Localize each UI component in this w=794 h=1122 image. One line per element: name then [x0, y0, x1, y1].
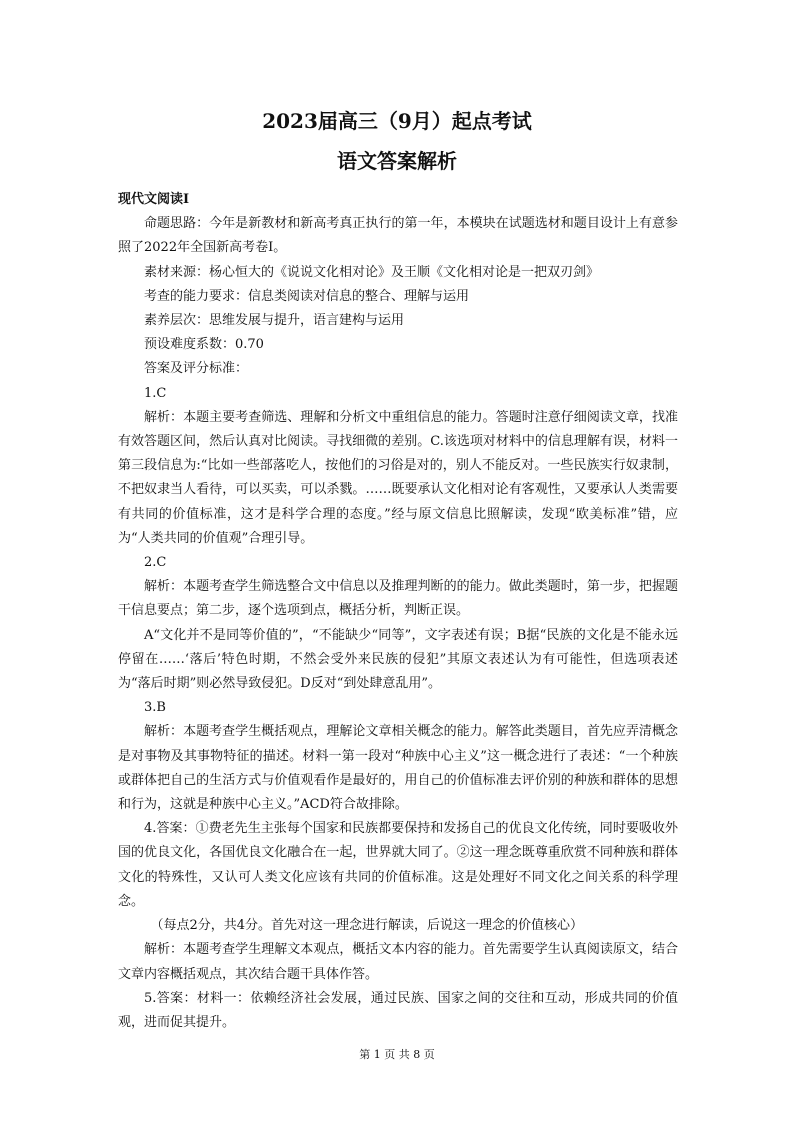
q1-analysis: 解析：本题主要考查筛选、理解和分析文中重组信息的能力。答题时注意仔细阅读文章，找准有效答题区间，然后认真对比阅读。寻找细微的差别。C.该选项对材料中的信息理解有误，材料一第三段信息为:“比如一些部落吃人，按他们的习俗是对的，别人不能反对。一些民族实行奴隶制，不把奴隶当人看待，可以买卖，可以杀戮。……既要承认文化相对论有客观性，又要承认人类需要有共同的价值标准，这才是科学合理的态度。”经与原文信息比照解读，发现“欧美标准”错，应为“人类共同的价值观”合理引导。: [118, 409, 678, 546]
intro-scoring-heading: 答案及评分标准：: [144, 361, 249, 377]
answer-subtitle: 语文答案解析: [337, 149, 457, 173]
q2-detail: A“文化并不是同等价值的”，“不能缺少“同等”，文字表述有误；B据“民族的文化是不能永远停留在……‘落后’特色时期，不然会受外来民族的侵犯”其原文表述认为有可能性，但选项表述为“落后时期”则必然导致侵犯。D反对“到处肆意乱用”。: [118, 627, 678, 692]
q1-answer: 1.C: [144, 385, 167, 401]
q2-answer: 2.C: [144, 555, 167, 571]
section-heading: 现代文阅读I: [118, 192, 190, 207]
document-body: [118, 188, 678, 1035]
q4-scoring: （每点2分，共4分。首先对这一理念进行解读，后说这一理念的价值核心）: [150, 918, 584, 934]
q4-analysis: 解析：本题考查学生理解文本观点，概括文本内容的能力。首先需要学生认真阅读原文，结合文章内容概括观点，其次结合题干具体作答。: [118, 942, 678, 982]
q3-analysis: 解析：本题考查学生概括观点，理解论文章相关概念的能力。解答此类题目，首先应弄清概念是对事物及其事物特征的描述。材料一第一段对“种族中心主义”这一概念进行了表述：“一个种族或群体把自己的生活方式与价值观看作是最好的，用自己的价值标准去评价别的种族和群体的思想和行为，这就是种族中心主义。”ACD符合故排除。: [118, 724, 678, 813]
exam-title: 2023届高三（9月）起点考试: [262, 109, 532, 133]
intro-literacy: 素养层次：思维发展与提升，语言建构与运用: [144, 313, 405, 329]
q2-analysis: 解析：本题考查学生筛选整合文中信息以及推理判断的的能力。做此类题时，第一步，把握题干信息要点；第二步，逐个选项到点，概括分析，判断正误。: [118, 579, 678, 619]
q4-answer: 4.答案：①费老先生主张每个国家和民族都要保持和发扬自己的优良文化传统，同时要吸收外国的优良文化，各国优良文化融合在一起，世界就大同了。②这一理念既尊重欣赏不同种族和群体文化的特殊性，又认可人类文化应该有共同的价值标准。这是处理好不同文化之间关系的科学理念。: [118, 821, 678, 909]
intro-design: 命题思路：今年是新教材和新高考真正执行的第一年，本模块在试题选材和题目设计上有意参照了2022年全国新高考卷I。: [118, 216, 678, 256]
intro-difficulty: 预设难度系数：0.70: [144, 337, 264, 353]
q5-answer: 5.答案：材料一：依赖经济社会发展，通过民族、国家之间的交往和互动，形成共同的价值观，进而促其提升。: [118, 990, 678, 1030]
q3-answer: 3.B: [144, 700, 166, 716]
intro-ability: 考查的能力要求：信息类阅读对信息的整合、理解与运用: [144, 288, 470, 304]
page-footer: 第 1 页 共 8 页: [359, 1048, 435, 1061]
intro-source: 素材来源：杨心恒大的《说说文化相对论》及王顺《文化相对论是一把双刃剑》: [144, 264, 600, 280]
